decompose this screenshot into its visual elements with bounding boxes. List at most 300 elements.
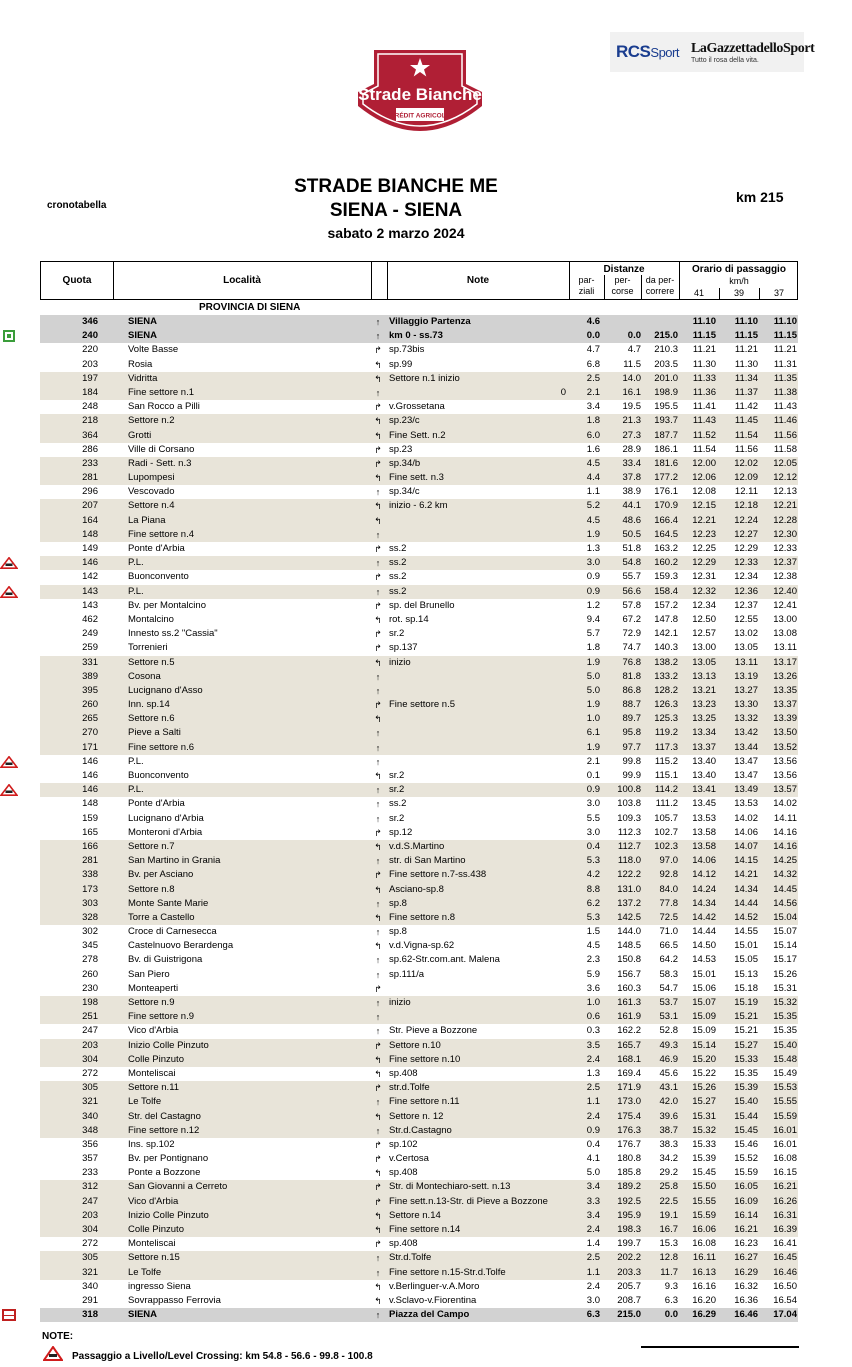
- cell-locality: P.L.: [128, 557, 144, 569]
- cell-remaining-km: 71.0: [659, 926, 678, 938]
- cell-time-39: 16.23: [734, 1238, 758, 1250]
- cell-time-37: 16.26: [773, 1195, 797, 1207]
- cell-time-37: 12.30: [773, 528, 797, 540]
- table-row: [40, 854, 798, 868]
- cell-locality: SIENA: [128, 1309, 158, 1321]
- cell-locality: Lucignano d'Asso: [128, 684, 203, 696]
- cell-note: str.d.Tolfe: [389, 1082, 430, 1094]
- cell-time-39: 15.39: [734, 1082, 758, 1094]
- cell-time-37: 15.26: [773, 968, 797, 980]
- cell-time-37: 14.25: [773, 855, 797, 867]
- cell-direction-icon: ↑: [375, 785, 381, 796]
- cell-time-37: 16.08: [773, 1153, 797, 1165]
- cell-direction-icon: ↱: [374, 629, 382, 640]
- cell-time-39: 11.54: [734, 429, 758, 441]
- cell-time-39: 11.10: [734, 316, 758, 327]
- cell-time-41: 12.21: [692, 514, 716, 526]
- cell-partial-km: 4.5: [586, 940, 600, 952]
- cell-note: Fine settore n.10: [389, 1053, 461, 1065]
- cell-time-37: 16.15: [773, 1167, 797, 1179]
- cell-remaining-km: 22.5: [659, 1195, 678, 1207]
- cell-time-39: 13.53: [734, 798, 758, 810]
- cell-note: sp.137: [389, 642, 418, 654]
- cell-direction-icon: ↰: [374, 1225, 382, 1235]
- cell-locality: Fine settore n.1: [128, 386, 195, 398]
- table-row: [40, 358, 798, 372]
- cell-time-41: 16.16: [692, 1280, 716, 1292]
- cell-altitude: 247: [82, 1025, 98, 1037]
- cell-time-41: 15.50: [692, 1181, 716, 1193]
- cell-note: Fine settore n.8: [389, 911, 456, 923]
- cell-time-37: 15.49: [773, 1067, 797, 1079]
- cell-locality: Bv. per Montalcino: [128, 599, 206, 611]
- cell-locality: Ponte d'Arbia: [128, 798, 185, 810]
- cell-note: str. di San Martino: [389, 855, 466, 867]
- cell-covered-km: 19.5: [622, 401, 641, 413]
- cell-partial-km: 4.5: [586, 457, 600, 469]
- cell-partial-km: 2.5: [586, 1082, 600, 1094]
- cell-partial-km: 1.0: [586, 713, 600, 725]
- cell-covered-km: 192.5: [617, 1195, 641, 1207]
- cell-note: v.d.S.Martino: [389, 840, 445, 852]
- table-row: [40, 755, 798, 769]
- cell-time-39: 13.42: [734, 727, 758, 739]
- cell-covered-km: 175.4: [617, 1110, 641, 1122]
- cell-remaining-km: 115.2: [654, 755, 678, 767]
- cell-time-41: 12.50: [692, 613, 716, 625]
- cell-covered-km: 50.5: [622, 528, 641, 540]
- cell-time-39: 15.33: [734, 1053, 758, 1065]
- table-row: [40, 1095, 798, 1109]
- cell-partial-km: 5.9: [586, 968, 600, 980]
- cell-covered-km: 171.9: [617, 1082, 641, 1094]
- cell-partial-km: 1.1: [586, 486, 600, 498]
- cell-remaining-km: 102.7: [654, 826, 678, 838]
- cell-time-41: 12.08: [692, 486, 716, 498]
- cell-remaining-km: 177.2: [654, 472, 678, 484]
- cell-covered-km: 21.3: [622, 415, 641, 427]
- cell-direction-icon: ↰: [374, 614, 382, 625]
- table-row: [40, 670, 798, 684]
- cell-time-37: 11.46: [773, 415, 797, 427]
- cell-note: Settore n.14: [389, 1209, 441, 1221]
- cell-direction-icon: ↑: [375, 331, 381, 342]
- cell-time-37: 12.28: [773, 514, 797, 526]
- cell-altitude: 149: [82, 543, 98, 554]
- cell-time-37: 11.10: [773, 316, 797, 327]
- cell-locality: San Rocco a Pilli: [128, 401, 200, 413]
- table-row: [40, 1110, 798, 1124]
- cell-time-41: 16.29: [692, 1309, 716, 1321]
- cell-time-37: 15.32: [773, 997, 797, 1008]
- cell-covered-km: 74.7: [622, 642, 641, 654]
- cell-altitude: 303: [82, 897, 98, 909]
- cell-note: sr.2: [389, 812, 405, 824]
- cell-remaining-km: 201.0: [654, 372, 678, 384]
- cell-locality: Ponte d'Arbia: [128, 543, 185, 554]
- cell-covered-km: 89.7: [622, 713, 641, 725]
- cell-covered-km: 56.6: [622, 585, 641, 597]
- cell-altitude: 278: [82, 954, 98, 966]
- header-parziali: par- ziali: [578, 275, 595, 296]
- cell-locality: Vidritta: [128, 372, 158, 384]
- cell-time-41: 14.06: [692, 855, 716, 867]
- cell-time-39: 14.21: [734, 869, 758, 881]
- cell-note: inizio: [389, 656, 411, 668]
- cell-altitude: 218: [82, 415, 98, 427]
- cell-time-41: 11.41: [692, 401, 716, 413]
- cell-remaining-km: 16.7: [659, 1224, 678, 1235]
- cell-time-39: 16.05: [734, 1181, 758, 1193]
- cell-time-41: 13.37: [692, 741, 716, 753]
- cell-locality: P.L.: [128, 784, 144, 796]
- cell-remaining-km: 19.1: [659, 1209, 678, 1221]
- cell-altitude: 146: [82, 770, 98, 781]
- cell-direction-icon: ↰: [374, 657, 382, 668]
- cell-locality: Rosia: [128, 358, 153, 370]
- cell-time-39: 13.30: [734, 699, 758, 711]
- cell-locality: Grotti: [128, 429, 152, 441]
- cell-altitude: 281: [82, 855, 98, 867]
- cell-altitude: 291: [82, 1294, 98, 1306]
- cell-time-39: 11.45: [734, 415, 758, 427]
- table-row: [40, 1251, 798, 1265]
- race-title: STRADE BIANCHE ME: [294, 176, 498, 197]
- cell-time-37: 13.11: [773, 642, 797, 654]
- cell-locality: Monteroni d'Arbia: [128, 826, 203, 838]
- table-row: [40, 485, 798, 499]
- cell-direction-icon: ↰: [374, 1295, 382, 1306]
- cell-direction-icon: ↑: [375, 387, 381, 398]
- cell-time-37: 13.56: [773, 755, 797, 767]
- cell-direction-icon: ↑: [375, 1253, 381, 1264]
- table-row: [40, 1081, 798, 1095]
- cell-locality: Ville di Corsano: [128, 443, 195, 455]
- cell-remaining-km: 138.2: [654, 656, 678, 668]
- cell-altitude: 164: [82, 514, 98, 526]
- cell-remaining-km: 43.1: [659, 1082, 678, 1094]
- cell-time-39: 12.02: [734, 457, 758, 469]
- cell-time-37: 13.56: [773, 770, 797, 781]
- cell-covered-km: 81.8: [622, 670, 641, 682]
- cell-note: inizio - 6.2 km: [389, 500, 448, 512]
- cell-altitude: 173: [82, 883, 98, 895]
- table-row: [40, 1039, 798, 1053]
- cell-locality: Vescovado: [128, 486, 175, 498]
- cell-time-39: 15.21: [734, 1025, 758, 1037]
- cell-partial-km: 3.5: [586, 1039, 600, 1051]
- cell-locality: Radi - Sett. n.3: [128, 457, 192, 469]
- cell-covered-km: 180.8: [617, 1153, 641, 1165]
- cell-partial-km: 0.6: [586, 1011, 600, 1023]
- cell-altitude: 321: [82, 1096, 98, 1108]
- cell-altitude: 220: [82, 344, 98, 356]
- cell-altitude: 146: [82, 755, 98, 767]
- cell-time-37: 15.07: [773, 926, 797, 938]
- cell-partial-km: 5.0: [586, 670, 600, 682]
- cell-direction-icon: ↱: [374, 643, 382, 654]
- cell-time-37: 15.31: [773, 982, 797, 994]
- cell-time-39: 11.37: [734, 386, 758, 398]
- cell-partial-km: 2.4: [586, 1280, 600, 1292]
- cell-partial-km: 0.1: [586, 770, 600, 781]
- cell-direction-icon: ↑: [375, 998, 381, 1008]
- route-table: [40, 315, 798, 1322]
- cell-direction-icon: ↰: [374, 912, 382, 923]
- cell-covered-km: 189.2: [617, 1181, 641, 1193]
- cell-altitude: 286: [82, 443, 98, 455]
- cell-locality: Monte Sante Marie: [128, 897, 209, 909]
- cell-remaining-km: 158.4: [654, 585, 678, 597]
- cell-time-37: 15.55: [773, 1096, 797, 1108]
- cell-covered-km: 148.5: [617, 940, 641, 952]
- column-divider: [371, 262, 372, 299]
- cell-partial-km: 2.5: [586, 372, 600, 384]
- cell-covered-km: 57.8: [622, 599, 641, 611]
- cell-remaining-km: 54.7: [659, 982, 678, 994]
- table-row: [40, 329, 798, 343]
- cell-altitude: 356: [82, 1138, 98, 1150]
- cell-remaining-km: 72.5: [659, 911, 678, 923]
- cell-time-41: 15.39: [692, 1153, 716, 1165]
- cell-time-39: 15.19: [734, 997, 758, 1008]
- table-row: [40, 925, 798, 939]
- cell-altitude: 328: [82, 911, 98, 923]
- cell-note: sp.408: [389, 1238, 418, 1250]
- cell-time-39: 13.32: [734, 713, 758, 725]
- cell-time-39: 14.55: [734, 926, 758, 938]
- cell-time-37: 16.01: [773, 1138, 797, 1150]
- cell-partial-km: 2.5: [586, 1252, 600, 1264]
- cell-covered-km: 33.4: [622, 457, 641, 469]
- cell-partial-km: 5.0: [586, 684, 600, 696]
- cell-altitude: 318: [82, 1309, 98, 1321]
- cell-altitude: 203: [82, 358, 98, 370]
- cell-locality: Fine settore n.6: [128, 741, 195, 753]
- cell-direction-icon: ↱: [374, 1139, 382, 1150]
- cell-remaining-km: 117.3: [654, 741, 678, 753]
- cell-direction-icon: ↱: [374, 600, 382, 611]
- table-row: [40, 570, 798, 584]
- table-row: [40, 315, 798, 329]
- cell-partial-km: 1.3: [586, 1067, 600, 1079]
- cell-remaining-km: 25.8: [659, 1181, 678, 1193]
- cell-locality: Monteliscai: [128, 1067, 176, 1079]
- cell-direction-icon: ↑: [375, 685, 381, 696]
- header-da-percorrere: da per- correre: [645, 275, 675, 296]
- cell-covered-km: 122.2: [617, 869, 641, 881]
- cell-altitude: 249: [82, 628, 98, 640]
- cell-time-39: 14.44: [734, 897, 758, 909]
- cell-altitude: 143: [82, 599, 98, 611]
- cell-time-37: 13.39: [773, 713, 797, 725]
- cell-time-37: 12.12: [773, 472, 797, 484]
- cell-covered-km: 169.4: [617, 1067, 641, 1079]
- cell-direction-icon: ↑: [375, 586, 381, 597]
- cell-direction-icon: ↰: [374, 1281, 382, 1292]
- table-row: [40, 684, 798, 698]
- table-row: [40, 1138, 798, 1152]
- cell-altitude: 345: [82, 940, 98, 952]
- cell-time-39: 16.29: [734, 1266, 758, 1278]
- cell-note: sp.23/c: [389, 415, 420, 427]
- cell-time-41: 15.09: [692, 1011, 716, 1023]
- cell-time-39: 12.36: [734, 585, 758, 597]
- cell-time-37: 15.53: [773, 1082, 797, 1094]
- cell-note: Fine settore n.7-ss.438: [389, 869, 487, 881]
- cell-locality: Settore n.8: [128, 883, 175, 895]
- cell-time-41: 12.00: [692, 457, 716, 469]
- cell-time-41: 11.10: [692, 316, 716, 327]
- table-row: [40, 783, 798, 797]
- cell-partial-km: 1.3: [586, 543, 600, 554]
- cell-time-39: 12.55: [734, 613, 758, 625]
- table-row: [40, 1067, 798, 1081]
- strade-bianche-logo: [352, 44, 488, 150]
- cell-time-41: 13.40: [692, 755, 716, 767]
- cell-time-41: 11.30: [692, 358, 716, 370]
- cell-locality: Settore n.4: [128, 500, 175, 512]
- cell-locality: P.L.: [128, 585, 144, 597]
- cell-direction-icon: ↑: [375, 317, 381, 327]
- cell-covered-km: 100.8: [617, 784, 641, 796]
- cell-remaining-km: 64.2: [659, 954, 678, 966]
- cell-time-41: 14.53: [692, 954, 716, 966]
- cell-locality: Cosona: [128, 670, 161, 682]
- cell-partial-km: 3.0: [586, 557, 600, 569]
- cell-time-39: 12.37: [734, 599, 758, 611]
- cell-partial-km: 4.2: [586, 869, 600, 881]
- cell-remaining-km: 102.3: [654, 840, 678, 852]
- cell-time-39: 12.24: [734, 514, 758, 526]
- cell-covered-km: 99.8: [622, 755, 641, 767]
- cell-altitude: 184: [82, 386, 98, 398]
- cell-note: Settore n.1 inizio: [389, 372, 460, 384]
- cell-note: sp.99: [389, 358, 413, 370]
- cell-time-41: 16.13: [692, 1266, 716, 1278]
- cell-direction-icon: ↰: [374, 373, 382, 384]
- cell-remaining-km: 195.5: [654, 401, 678, 413]
- cell-covered-km: 11.5: [623, 358, 641, 370]
- cell-locality: Settore n.5: [128, 656, 175, 668]
- cell-locality: Fine settore n.9: [128, 1011, 195, 1023]
- cell-locality: Torrenieri: [128, 642, 168, 654]
- cell-time-39: 11.42: [734, 401, 758, 413]
- cell-partial-km: 3.0: [586, 798, 600, 810]
- cell-altitude: 312: [82, 1181, 98, 1193]
- cell-note: sp.8: [389, 926, 407, 938]
- cell-time-39: 13.49: [734, 784, 758, 796]
- cell-altitude: 248: [82, 401, 98, 413]
- cell-time-41: 11.21: [692, 344, 716, 356]
- cell-time-39: 15.44: [734, 1110, 758, 1122]
- cell-locality: Montalcino: [128, 613, 174, 625]
- cell-remaining-km: 77.8: [659, 897, 678, 909]
- cell-time-39: 12.29: [734, 543, 758, 554]
- cell-time-41: 14.24: [692, 883, 716, 895]
- header-speed-39: 39: [733, 288, 744, 298]
- table-row: [40, 556, 798, 570]
- cell-direction-icon: ↑: [375, 927, 381, 938]
- cell-time-37: 16.54: [773, 1294, 797, 1306]
- cell-covered-km: 199.7: [617, 1238, 641, 1250]
- cell-covered-km: 72.9: [622, 628, 641, 640]
- cell-remaining-km: 157.2: [654, 599, 678, 611]
- cell-time-39: 15.21: [734, 1011, 758, 1023]
- cell-remaining-km: 119.2: [654, 727, 678, 739]
- table-row: [40, 741, 798, 755]
- cell-locality: San Giovanni a Cerreto: [128, 1181, 228, 1193]
- cell-covered-km: 38.9: [622, 486, 641, 498]
- cell-direction-icon: ↰: [374, 884, 382, 895]
- header-orario: Orario di passaggio: [692, 264, 786, 275]
- cell-locality: Le Tolfe: [128, 1266, 162, 1278]
- cell-time-39: 11.15: [734, 330, 758, 342]
- cell-covered-km: 112.7: [617, 840, 641, 852]
- cell-covered-km: 176.7: [617, 1138, 641, 1150]
- cell-time-41: 14.50: [692, 940, 716, 952]
- cell-covered-km: 4.7: [627, 344, 641, 356]
- cell-time-39: 12.18: [734, 500, 758, 512]
- cell-locality: Castelnuovo Berardenga: [128, 940, 234, 952]
- cell-remaining-km: 12.8: [659, 1252, 678, 1264]
- cell-time-39: 16.32: [734, 1280, 758, 1292]
- cell-altitude: 207: [82, 500, 98, 512]
- cell-remaining-km: 15.3: [659, 1238, 678, 1250]
- cell-time-41: 16.20: [692, 1294, 716, 1306]
- cell-time-41: 15.59: [692, 1209, 716, 1221]
- cell-direction-icon: ↱: [374, 827, 382, 838]
- cell-time-39: 15.18: [734, 982, 758, 994]
- cell-altitude: 143: [82, 585, 98, 597]
- cell-remaining-km: 181.6: [654, 457, 678, 469]
- cell-locality: Str. del Castagno: [128, 1110, 201, 1122]
- table-row: [40, 840, 798, 854]
- cell-note: Str. di Montechiaro-sett. n.13: [389, 1181, 511, 1193]
- cell-note: Fine sett.n.13-Str. di Pieve a Bozzone: [389, 1195, 548, 1207]
- header-kmh: km/h: [729, 276, 749, 286]
- table-row: [40, 1024, 798, 1038]
- cell-partial-km: 2.4: [586, 1224, 600, 1235]
- cell-time-41: 14.44: [692, 926, 716, 938]
- cell-remaining-km: 38.7: [659, 1124, 678, 1136]
- cell-time-37: 12.40: [773, 585, 797, 597]
- cell-covered-km: 195.9: [617, 1209, 641, 1221]
- cell-time-37: 13.52: [773, 741, 797, 753]
- cell-partial-km: 4.7: [586, 344, 600, 356]
- cell-direction-icon: ↑: [375, 1267, 381, 1278]
- cell-time-37: 13.17: [773, 656, 797, 668]
- cell-partial-km: 0.0: [586, 330, 600, 342]
- cell-partial-km: 3.6: [586, 982, 600, 994]
- cell-altitude: 198: [82, 997, 98, 1008]
- cell-altitude: 305: [82, 1082, 98, 1094]
- cell-covered-km: 76.8: [622, 656, 641, 668]
- cell-locality: Lupompesi: [128, 472, 175, 484]
- cell-partial-km: 1.1: [586, 1096, 600, 1108]
- cell-remaining-km: 187.7: [654, 429, 678, 441]
- cell-time-37: 16.39: [773, 1224, 797, 1235]
- rcs-sport-logo: RCSSport: [616, 42, 679, 61]
- cell-note: ss.2: [389, 585, 407, 597]
- cell-partial-km: 2.1: [586, 755, 600, 767]
- cell-remaining-km: 92.8: [659, 869, 678, 881]
- table-row: [40, 599, 798, 613]
- cell-partial-km: 3.4: [586, 1209, 600, 1221]
- cell-locality: Ins. sp.102: [128, 1138, 175, 1150]
- header-speed-37: 37: [773, 288, 784, 298]
- cell-partial-km: 4.1: [586, 1153, 600, 1165]
